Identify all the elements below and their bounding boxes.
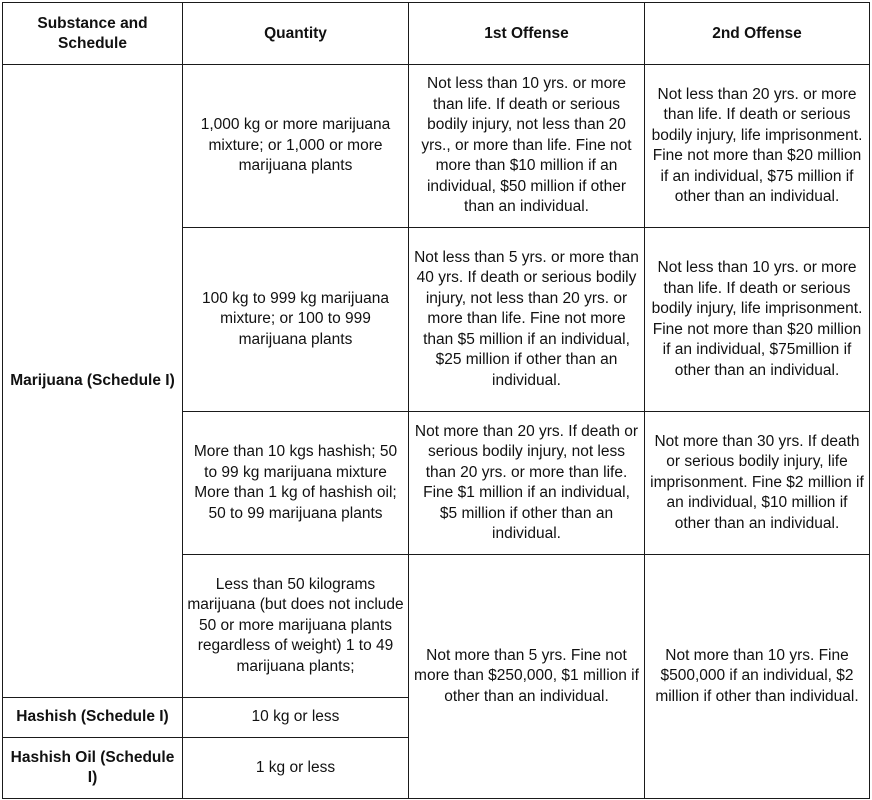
first-offense-cell: Not less than 5 yrs. or more than 40 yrs. If death or serious bodily injury, not less than 20 yrs. or more than life. Fine not more than $5 million if an individual, $25 million if other than an individual. [409, 228, 645, 412]
quantity-cell: 1 kg or less [183, 738, 409, 799]
header-quantity: Quantity [183, 3, 409, 65]
substance-marijuana: Marijuana (Schedule I) [3, 65, 183, 698]
substance-hashish-oil: Hashish Oil (Schedule I) [3, 738, 183, 799]
second-offense-cell: Not more than 10 yrs. Fine $500,000 if an individual, $2 million if other than individual. [645, 555, 870, 799]
quantity-cell: Less than 50 kilograms marijuana (but does not include 50 or more marijuana plants regardless of weight) 1 to 49 marijuana plants; [183, 555, 409, 698]
first-offense-cell: Not less than 10 yrs. or more than life. If death or serious bodily injury, not less than 20 yrs., or more than life. Fine not more than $10 million if an individual, $50 million if other than an individual. [409, 65, 645, 228]
header-substance: Substance and Schedule [3, 3, 183, 65]
first-offense-cell: Not more than 5 yrs. Fine not more than $250,000, $1 million if other than an individual. [409, 555, 645, 799]
first-offense-cell: Not more than 20 yrs. If death or serious bodily injury, not less than 20 yrs. or more than life. Fine $1 million if an individual, $5 million if other than an individual. [409, 412, 645, 555]
quantity-cell: 1,000 kg or more marijuana mixture; or 1,000 or more marijuana plants [183, 65, 409, 228]
quantity-cell: 10 kg or less [183, 698, 409, 738]
second-offense-cell: Not less than 20 yrs. or more than life. If death or serious bodily injury, life imprisonment. Fine not more than $20 million if an individual, $75 million if other than an individual. [645, 65, 870, 228]
header-first-offense: 1st Offense [409, 3, 645, 65]
table-row [3, 65, 870, 228]
header-row [3, 3, 870, 65]
second-offense-cell: Not more than 30 yrs. If death or serious bodily injury, life imprisonment. Fine $2 million if an individual, $10 million if other than an individual. [645, 412, 870, 555]
penalties-table [2, 2, 870, 799]
quantity-cell: 100 kg to 999 kg marijuana mixture; or 100 to 999 marijuana plants [183, 228, 409, 412]
second-offense-cell: Not less than 10 yrs. or more than life. If death or serious bodily injury, life imprisonment. Fine not more than $20 million if an individual, $75million if other than an individual. [645, 228, 870, 412]
substance-hashish: Hashish (Schedule I) [3, 698, 183, 738]
quantity-cell: More than 10 kgs hashish; 50 to 99 kg marijuana mixture More than 1 kg of hashish oil; 50 to 99 marijuana plants [183, 412, 409, 555]
header-second-offense: 2nd Offense [645, 3, 870, 65]
